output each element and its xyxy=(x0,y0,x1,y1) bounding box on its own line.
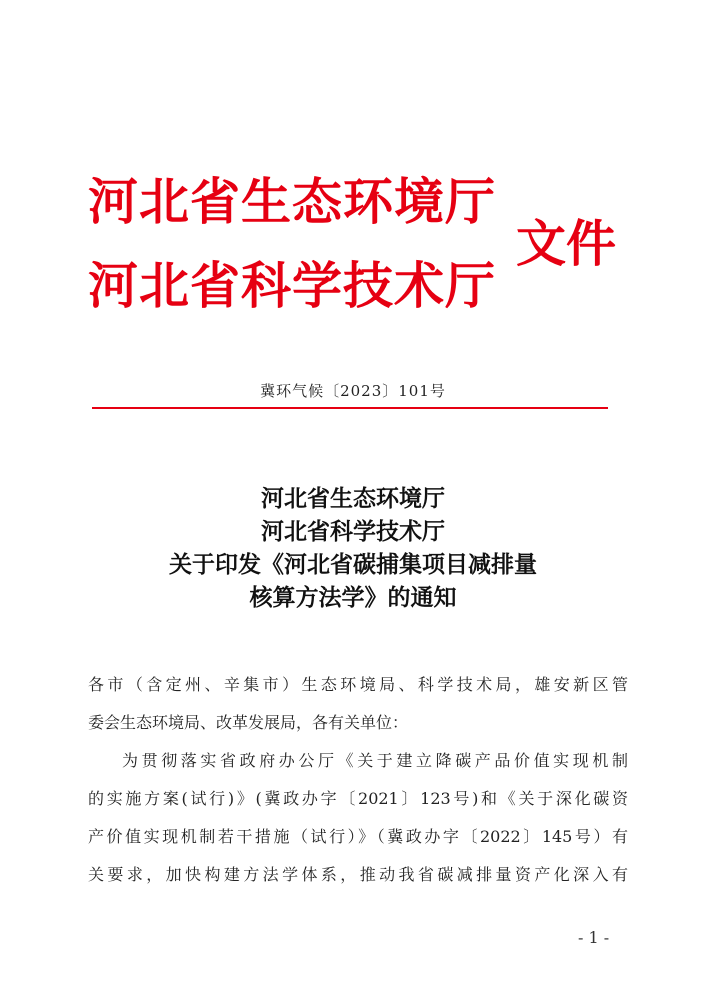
body-line-3: 产价值实现机制若干措施（试行）》（冀政办字〔2022〕145号）有 xyxy=(88,827,628,846)
title-line-3: 关于印发《河北省碳捕集项目减排量 xyxy=(169,551,537,578)
notice-body xyxy=(88,666,628,894)
salutation-line-2: 委会生态环境局、改革发展局，各有关单位： xyxy=(88,713,409,732)
document-type-label: 文件 xyxy=(516,215,616,273)
body-line-4: 关要求，加快构建方法学体系，推动我省碳减排量资产化深入有 xyxy=(88,865,628,884)
body-line-1: 为贯彻落实省政府办公厅《关于建立降碳产品价值实现机制 xyxy=(122,751,628,770)
red-divider-line xyxy=(92,407,608,409)
page-number: - 1 - xyxy=(578,928,610,947)
document-number: 冀环气候〔2023〕101号 xyxy=(260,382,446,400)
issuer-name-1: 河北省生态环境厅 xyxy=(88,173,496,231)
body-line-2: 的实施方案(试行)》(冀政办字〔2021〕123号)和《关于深化碳资 xyxy=(88,789,628,808)
title-line-4: 核算方法学》的通知 xyxy=(249,584,457,611)
title-line-1: 河北省生态环境厅 xyxy=(261,485,445,512)
document-header xyxy=(88,168,628,328)
title-line-2: 河北省科学技术厅 xyxy=(261,518,445,545)
issuer-name-2: 河北省科学技术厅 xyxy=(88,257,496,315)
salutation-line-1: 各市（含定州、辛集市）生态环境局、科学技术局，雄安新区管 xyxy=(88,675,628,694)
notice-title xyxy=(0,482,706,614)
